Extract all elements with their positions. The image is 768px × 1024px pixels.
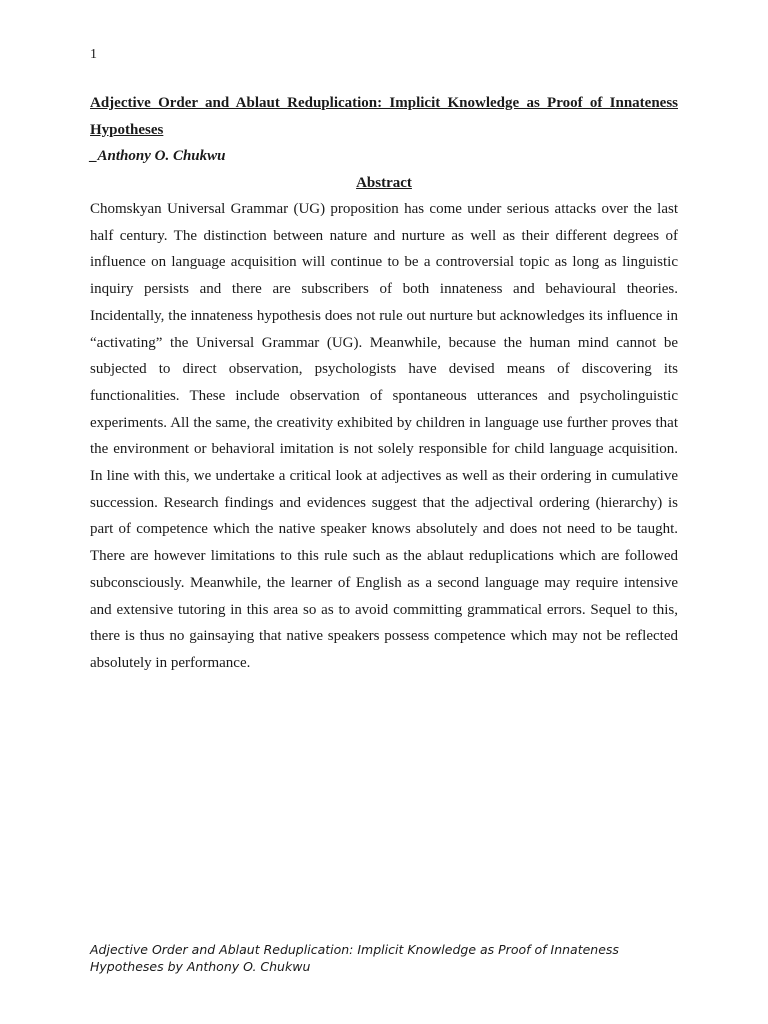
page-number: 1: [90, 47, 97, 62]
document-author: _Anthony O. Chukwu: [90, 148, 226, 164]
document-title: Adjective Order and Ablaut Reduplication: Implicit Knowledge as Proof of Innateness Hypotheses: [90, 95, 678, 138]
abstract-heading: Abstract: [356, 174, 412, 191]
abstract-body: Chomskyan Universal Grammar (UG) proposition has come under serious attacks over the last half century. The distinction between nature and nurture as well as their different degrees of influence on language acquisition will continue to be a controversial topic as long as linguistic inquiry persists and there are subscribers of both innateness and behavioural theories. Incidentally, the innateness hypothesis does not rule out nurture but acknowledges its influence in “activating” the Universal Grammar (UG). Meanwhile, because the human mind cannot be subjected to direct observation, psychologists have devised means of discovering its functionalities. These include observation of spontaneous utterances and psycholinguistic experiments. All the same, the creativity exhibited by children in language use further proves that the environment or behavioral imitation is not solely responsible for child language acquisition. In line with this, we undertake a critical look at adjectives as well as their ordering in cumulative succession. Research findings and evidences suggest that the adjectival ordering (hierarchy) is part of competence which the native speaker knows absolutely and does not need to be taught. There are however limitations to this rule such as the ablaut reduplications which are followed subconsciously. Meanwhile, the learner of English as a second language may require intensive and extensive tutoring in this area so as to avoid committing grammatical errors. Sequel to this, there is thus no gainsaying that native speakers possess competence which may not be reflected absolutely in performance.: [90, 201, 678, 671]
document-content: [90, 90, 678, 677]
page-footer: Adjective Order and Ablaut Reduplication: Implicit Knowledge as Proof of Innateness Hypotheses by Anthony O. Chukwu: [90, 942, 619, 974]
